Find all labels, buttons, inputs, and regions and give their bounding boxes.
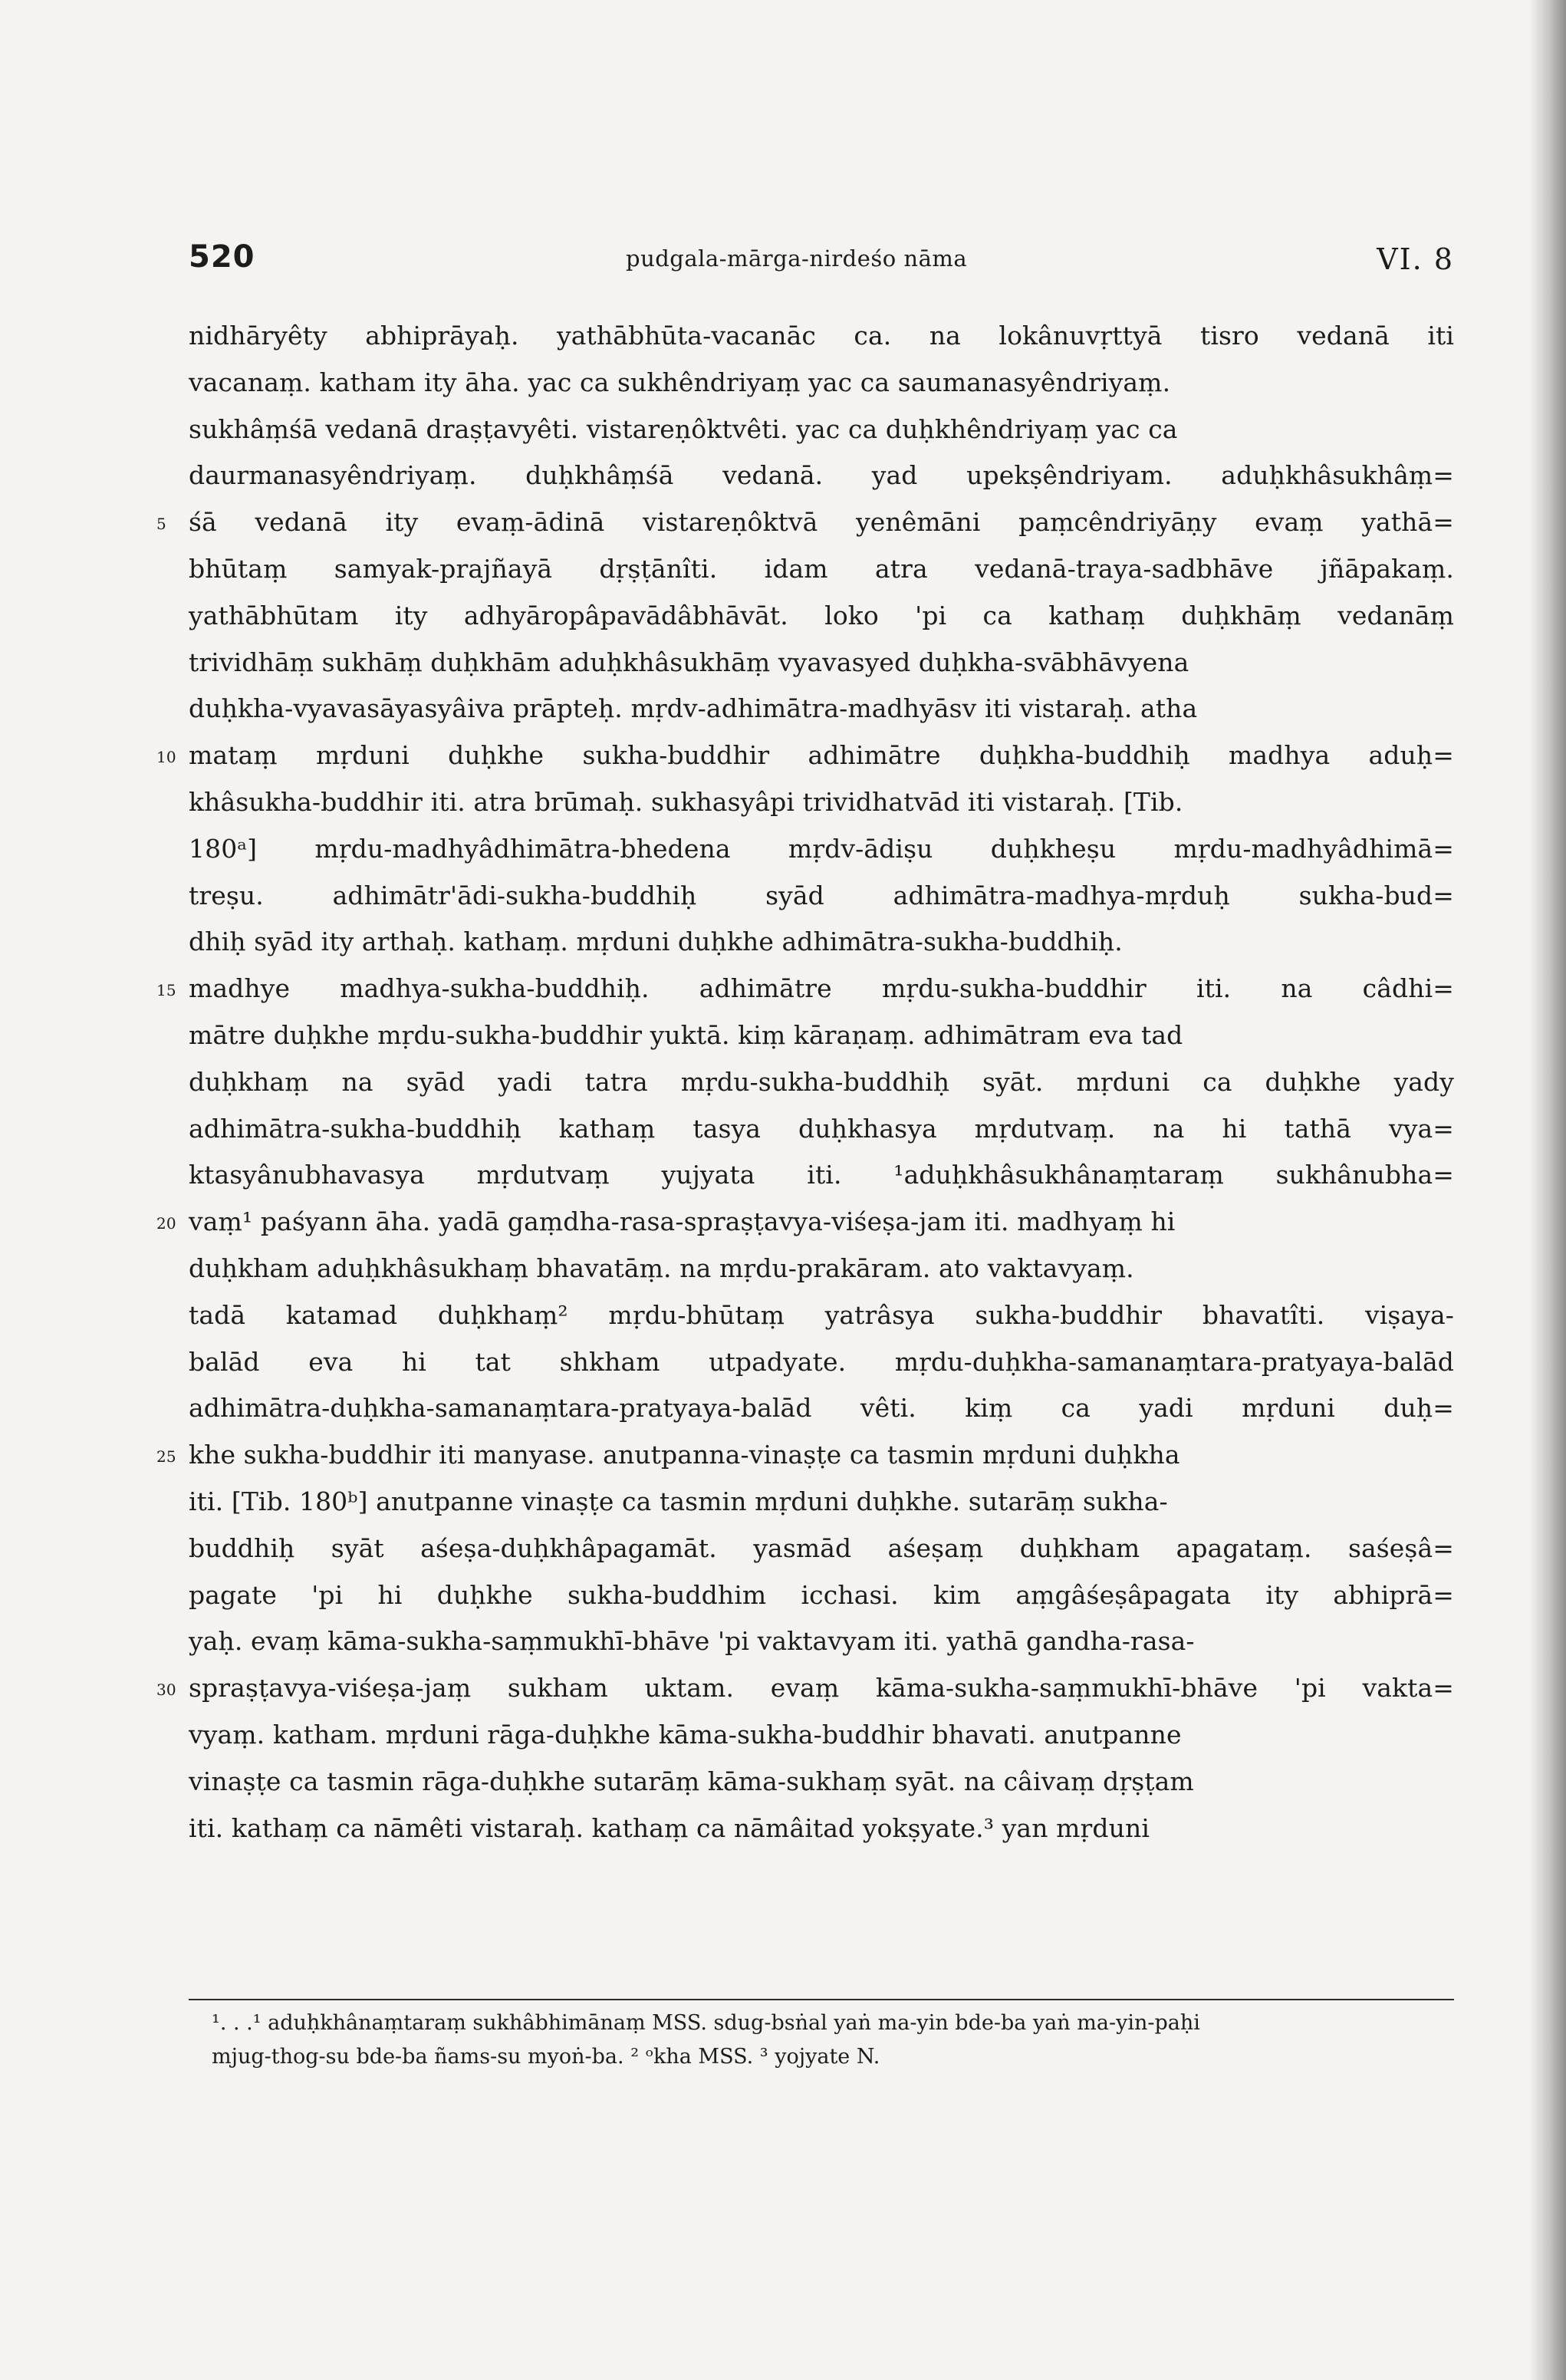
- line-text: duḥkham aduḥkhâsukhaṃ bhavatāṃ. na mṛdu-prakāram. ato vaktavyaṃ.: [189, 1253, 1134, 1283]
- page-edge-shadow: [1529, 0, 1566, 2380]
- text-line: [156, 1432, 1454, 1479]
- line-text: bhūtaṃ samyak-prajñayā dṛṣṭānîti. idam atra vedanā-traya-sadbhāve jñāpakaṃ.: [189, 553, 1454, 584]
- text-line: [189, 1012, 1454, 1059]
- line-text: daurmanasyêndriyaṃ. duḥkhâṃśā vedanā. yad upekṣêndriyam. aduḥkhâsukhâṃ=: [189, 460, 1454, 491]
- line-text: sukhâṃśā vedanā draṣṭavyêti. vistareṇôktvêti. yac ca duḥkhêndriyaṃ yac ca: [189, 413, 1178, 444]
- text-line: [189, 407, 1454, 453]
- line-text: madhye madhya-sukha-buddhiḥ. adhimātre mṛdu-sukha-buddhir iti. na câdhi=: [189, 973, 1454, 1004]
- text-line: [189, 919, 1454, 966]
- section-reference: VI. 8: [1377, 242, 1454, 276]
- text-line: [189, 1759, 1454, 1806]
- line-text: balād eva hi tat shkham utpadyate. mṛdu-duḥkha-samanaṃtara-pratyaya-balād: [189, 1346, 1454, 1377]
- line-text: duḥkhaṃ na syād yadi tatra mṛdu-sukha-buddhiḥ syāt. mṛduni ca duḥkhe yady: [189, 1066, 1454, 1097]
- text-line: [189, 1526, 1454, 1572]
- line-number: 20: [156, 1214, 176, 1233]
- text-line: [189, 1618, 1454, 1665]
- line-number: 25: [156, 1447, 176, 1467]
- text-line: [156, 966, 1454, 1012]
- footnote-line: mjug-thog-su bde-ba ñams-su myoṅ-ba. ² ᵒkha MSS. ³ yojyate N.: [212, 2045, 880, 2069]
- text-line: [189, 873, 1454, 920]
- text-line: [189, 1059, 1454, 1106]
- text-line: [189, 360, 1454, 407]
- line-number: 5: [156, 515, 166, 534]
- line-text: iti. [Tib. 180ᵇ] anutpanne vinaṣṭe ca tasmin mṛduni duḥkhe. sutarāṃ sukha-: [189, 1486, 1168, 1516]
- text-line: [189, 686, 1454, 732]
- line-text: mataṃ mṛduni duḥkhe sukha-buddhir adhimātre duḥkha-buddhiḥ madhya aduḥ=: [189, 740, 1454, 771]
- line-text: tadā katamad duḥkhaṃ² mṛdu-bhūtaṃ yatrâsya sukha-buddhir bhavatîti. viṣaya-: [189, 1299, 1454, 1330]
- text-line: [189, 313, 1454, 360]
- line-text: ktasyânubhavasya mṛdutvaṃ yujyata iti. ¹aduḥkhâsukhânaṃtaraṃ sukhânubha=: [189, 1160, 1454, 1190]
- text-line: [189, 826, 1454, 873]
- line-text: śā vedanā ity evaṃ-ādinā vistareṇôktvā yenêmāni paṃcêndriyāṇy evaṃ yathā=: [189, 507, 1454, 538]
- line-text: dhiḥ syād ity arthaḥ. kathaṃ. mṛduni duḥkhe adhimātra-sukha-buddhiḥ.: [189, 927, 1123, 957]
- text-line: [189, 1712, 1454, 1759]
- text-line: [189, 1572, 1454, 1619]
- line-number: 15: [156, 981, 176, 1000]
- text-line: [156, 1665, 1454, 1712]
- text-line: [189, 1152, 1454, 1199]
- line-text: iti. kathaṃ ca nāmêti vistaraḥ. kathaṃ ca nāmâitad yokṣyate.³ yan mṛduni: [189, 1812, 1150, 1843]
- text-line: [189, 453, 1454, 499]
- line-text: vacanaṃ. katham ity āha. yac ca sukhêndriyaṃ yac ca saumanasyêndriyaṃ.: [189, 367, 1171, 397]
- line-number: 10: [156, 748, 176, 767]
- text-line: [156, 499, 1454, 546]
- text-line: [189, 1385, 1454, 1432]
- line-text: pagate 'pi hi duḥkhe sukha-buddhim icchasi. kim aṃgâśeṣâpagata ity abhiprā=: [189, 1579, 1454, 1610]
- line-text: nidhāryêty abhiprāyaḥ. yathābhūta-vacanāc ca. na lokânuvṛttyā tisro vedanā iti: [189, 321, 1454, 351]
- text-line: [189, 779, 1454, 826]
- line-text: spraṣṭavya-viśeṣa-jaṃ sukham uktam. evaṃ kāma-sukha-saṃmukhī-bhāve 'pi vakta=: [189, 1673, 1454, 1704]
- line-text: khe sukha-buddhir iti manyase. anutpanna-vinaṣṭe ca tasmin mṛduni duḥkha: [189, 1440, 1180, 1470]
- text-line: [189, 1806, 1454, 1852]
- text-line: [189, 640, 1454, 686]
- page-number: 520: [189, 239, 255, 275]
- line-number: 30: [156, 1680, 176, 1700]
- text-line: [189, 1292, 1454, 1339]
- text-line: [156, 732, 1454, 779]
- line-text: treṣu. adhimātr'ādi-sukha-buddhiḥ syād adhimātra-madhya-mṛduḥ sukha-bud=: [189, 880, 1454, 910]
- main-text: [156, 313, 1454, 1852]
- line-text: trividhāṃ sukhāṃ duḥkhām aduḥkhâsukhāṃ vyavasyed duḥkha-svābhāvyena: [189, 647, 1189, 677]
- line-text: duḥkha-vyavasāyasyâiva prāpteḥ. mṛdv-adhimātra-madhyāsv iti vistaraḥ. atha: [189, 693, 1198, 724]
- footnote-line: ¹. . .¹ aduḥkhânaṃtaraṃ sukhâbhimānaṃ MSS. sdug-bsṅal yaṅ ma-yin bde-ba yaṅ ma-yin-paḥi: [212, 2011, 1200, 2035]
- line-text: adhimātra-duḥkha-samanaṃtara-pratyaya-balād vêti. kiṃ ca yadi mṛduni duḥ=: [189, 1393, 1454, 1424]
- footnotes: [212, 2006, 1454, 2074]
- text-line: [189, 593, 1454, 640]
- page-header: [189, 239, 1454, 285]
- text-line: [189, 1479, 1454, 1526]
- line-text: adhimātra-sukha-buddhiḥ kathaṃ tasya duḥkhasya mṛdutvaṃ. na hi tathā vya=: [189, 1113, 1454, 1144]
- line-text: yaḥ. evaṃ kāma-sukha-saṃmukhī-bhāve 'pi vaktavyam iti. yathā gandha-rasa-: [189, 1626, 1195, 1657]
- line-text: mātre duḥkhe mṛdu-sukha-buddhir yuktā. kiṃ kāraṇaṃ. adhimātram eva tad: [189, 1019, 1183, 1050]
- line-text: yathābhūtam ity adhyāropâpavādâbhāvāt. loko 'pi ca kathaṃ duḥkhāṃ vedanāṃ: [189, 600, 1454, 630]
- text-line: [189, 1106, 1454, 1153]
- footnote-rule: [189, 1999, 1454, 2000]
- line-text: 180ᵃ] mṛdu-madhyâdhimātra-bhedena mṛdv-ādiṣu duḥkheṣu mṛdu-madhyâdhimā=: [189, 833, 1454, 864]
- text-line: [156, 1199, 1454, 1246]
- line-text: buddhiḥ syāt aśeṣa-duḥkhâpagamāt. yasmād aśeṣaṃ duḥkham apagataṃ. saśeṣâ=: [189, 1532, 1454, 1563]
- line-text: vinaṣṭe ca tasmin rāga-duḥkhe sutarāṃ kāma-sukhaṃ syāt. na câivaṃ dṛṣṭam: [189, 1766, 1194, 1796]
- text-line: [189, 1246, 1454, 1292]
- line-text: vaṃ¹ paśyann āha. yadā gaṃdha-rasa-spraṣṭavya-viśeṣa-jam iti. madhyaṃ hi: [189, 1206, 1176, 1237]
- line-text: vyaṃ. katham. mṛduni rāga-duḥkhe kāma-sukha-buddhir bhavati. anutpanne: [189, 1719, 1182, 1750]
- line-text: khâsukha-buddhir iti. atra brūmaḥ. sukhasyâpi trividhatvād iti vistaraḥ. [Tib.: [189, 786, 1183, 817]
- text-line: [189, 546, 1454, 593]
- text-line: [189, 1339, 1454, 1386]
- running-title: pudgala-mārga-nirdeśo nāma: [626, 245, 968, 272]
